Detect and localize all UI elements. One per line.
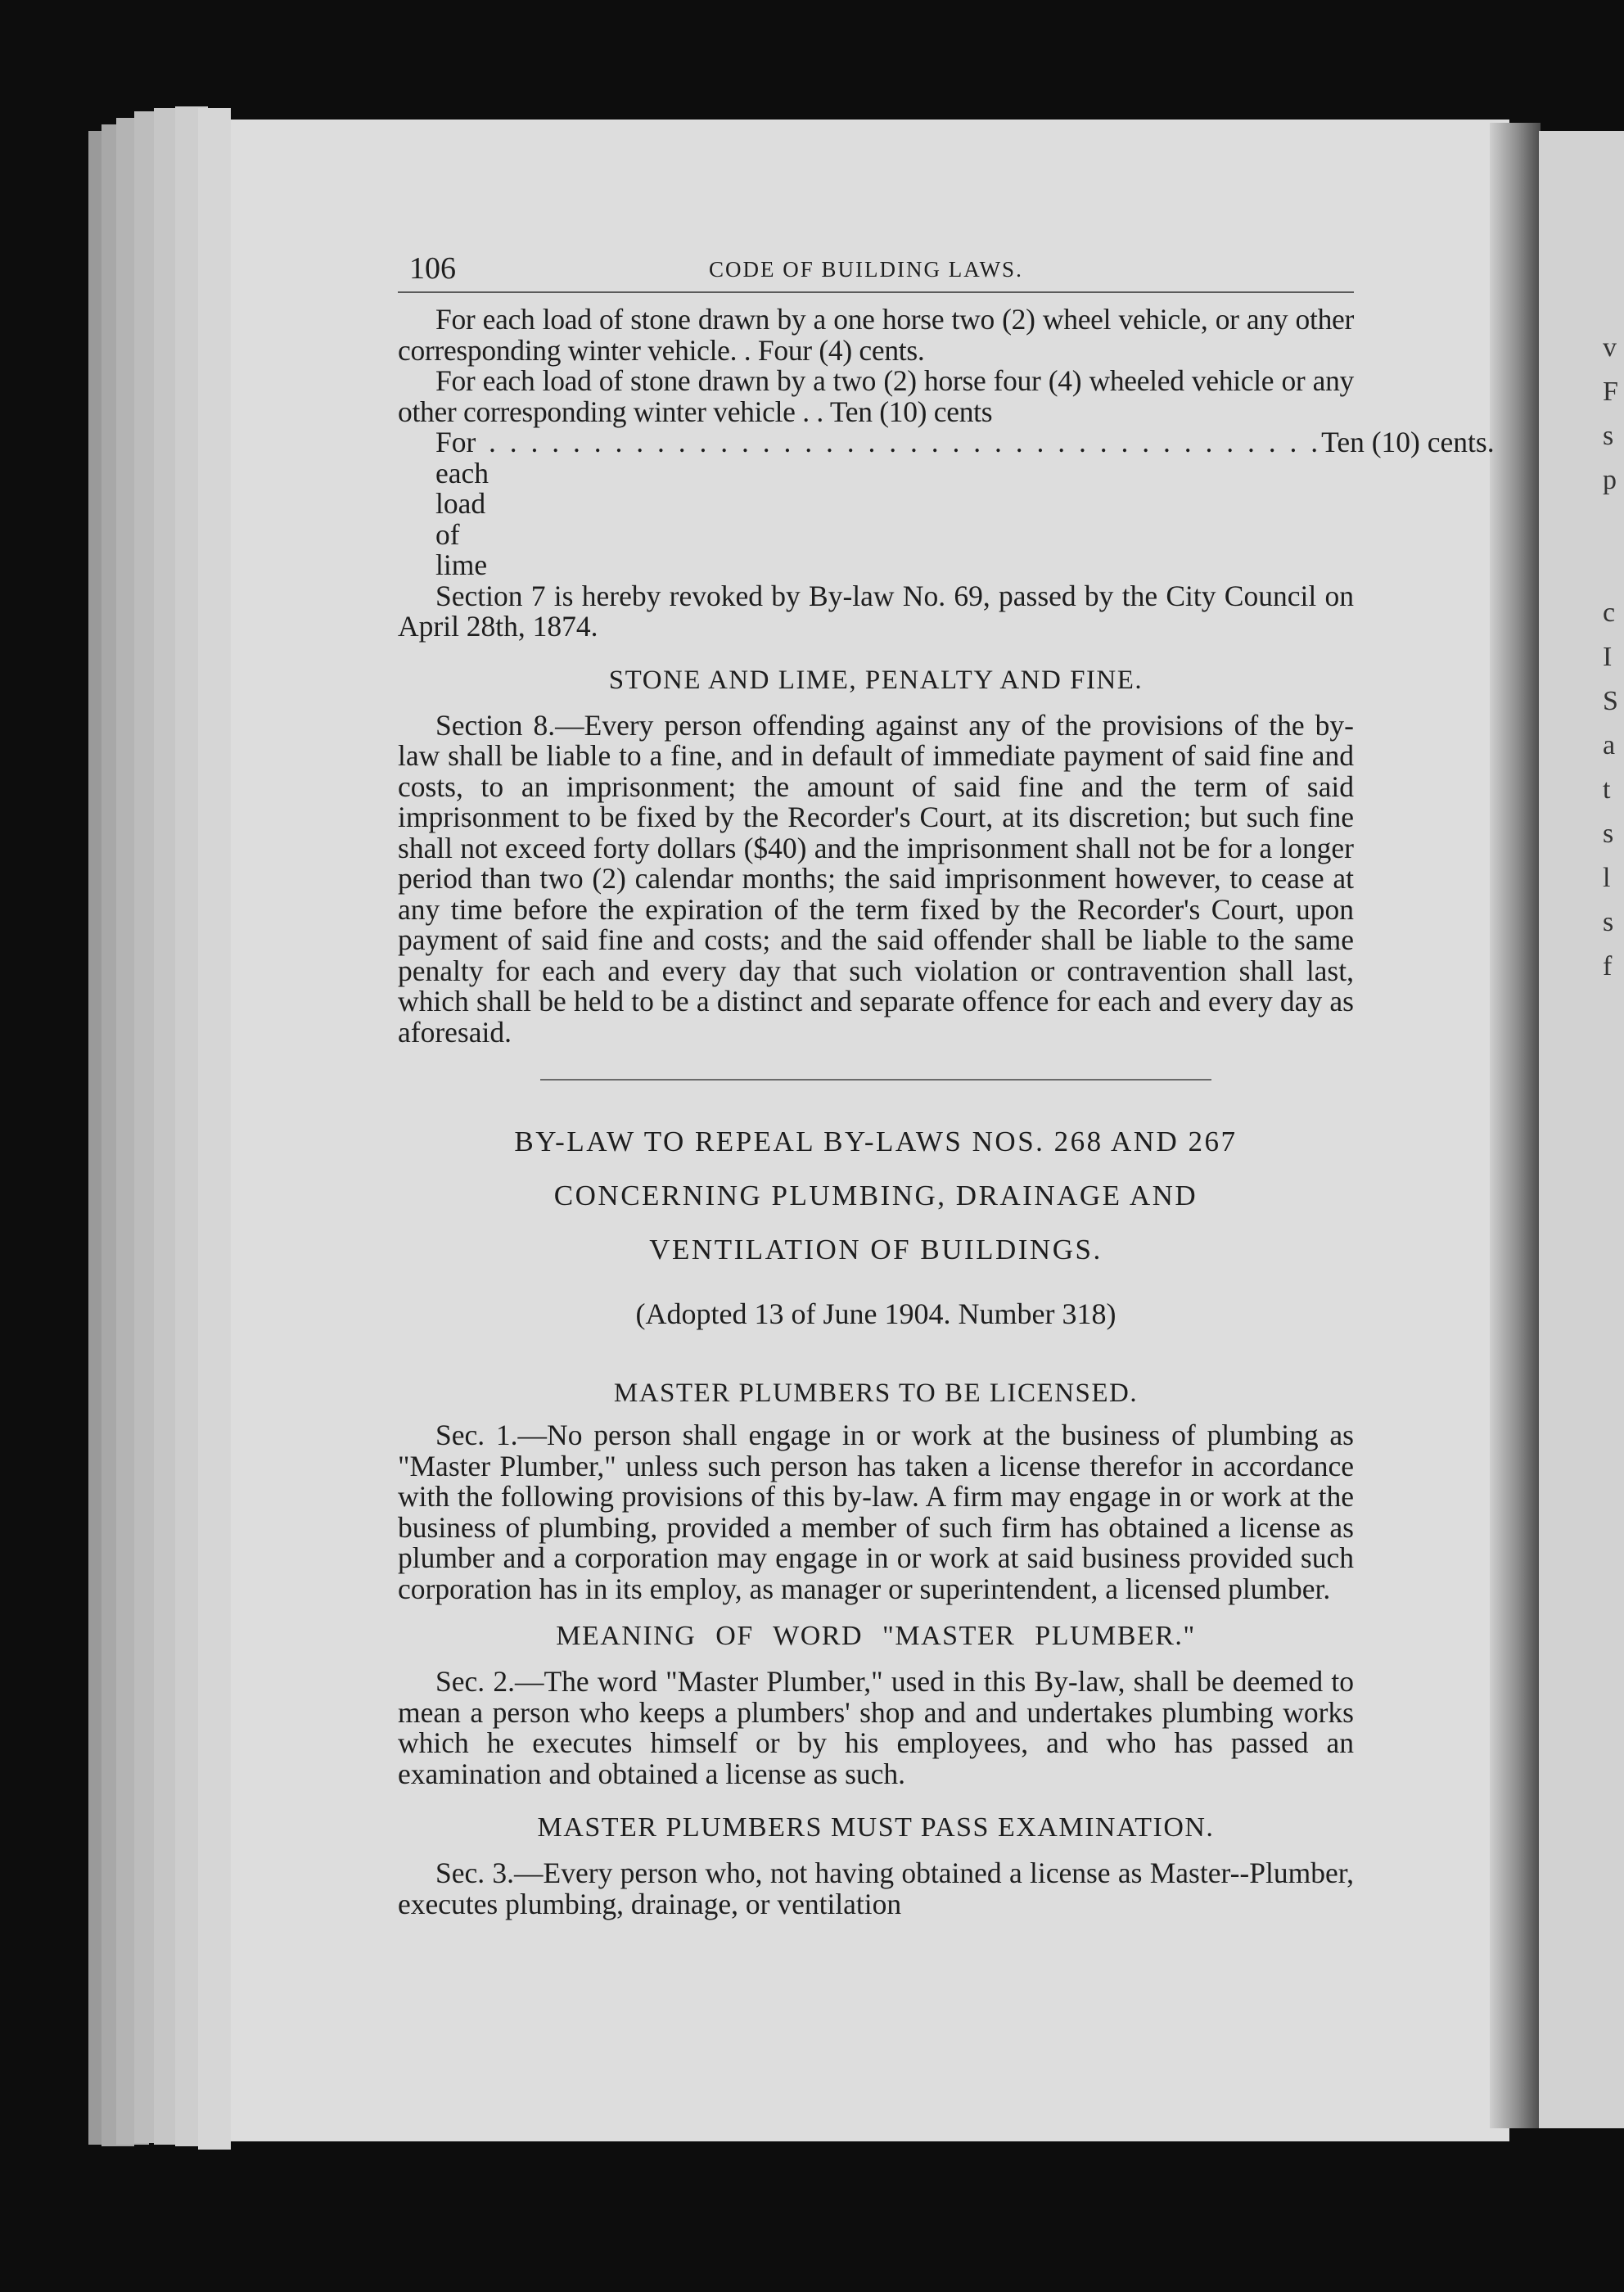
- toll-item-label: For each load of lime: [435, 426, 489, 581]
- paragraph: Section 8.—Every person offending against any of the provisions of the by-law shall be liable to a fine, and in default of immediate payment of said fine and costs, to an imprisonment; the amount of said fine and the term of said imprisonment to be fixed by the Recorder's Court, at its discretion; but such fine shall not exceed forty dollars ($40) and the imprisonment shall not be for a longer period than two (2) calendar months; the said imprisonment however, to cease at any time before the expiration of the term fixed by the Recorder's Court, upon payment of said fine and costs; and the said offender shall be liable to the same penalty for each and every day that such violation or contravention shall last, which shall be held to be a distinct and separate offence for each and every day as aforesaid.: [398, 708, 1354, 1049]
- bylaw-title-line: CONCERNING PLUMBING, DRAINAGE AND: [553, 1180, 1198, 1211]
- facing-page-letter: v: [1603, 332, 1617, 363]
- text-column: [398, 246, 1495, 1920]
- adoption-note: (Adopted 13 of June 1904. Number 318): [635, 1297, 1116, 1330]
- facing-page-letter: I: [1603, 642, 1613, 672]
- facing-page-letter: s: [1603, 907, 1614, 937]
- section-heading: MEANING OF WORD "MASTER PLUMBER.": [556, 1621, 1196, 1651]
- facing-page-letter: F: [1603, 377, 1618, 407]
- toll-item: For each load of stone drawn by a one horse two (2) wheel vehicle, or any other corresponding winter vehicle. . Four (4) cents.: [398, 303, 1354, 367]
- facing-page-letter: [1603, 547, 1624, 591]
- facing-page-letter: t: [1603, 774, 1611, 805]
- toll-item-amount: Ten (10) cents.: [1321, 426, 1495, 458]
- bylaw-title-line: VENTILATION OF BUILDINGS.: [649, 1234, 1103, 1266]
- section-8: [398, 708, 1354, 1049]
- paragraph: Sec. 1.—No person shall engage in or work at the business of plumbing as "Master Plumber," unless such person has taken a license therefor in accordance with the following provisions of this by-law. A firm may engage in or work at the business of plumbing, provided a member of such firm has obtained a license as plumber and a corporation may engage in or work at said business provided such corporation has in its employ, as manager or superintendent, a licensed plumber.: [398, 1419, 1354, 1605]
- divider: [540, 1079, 1211, 1081]
- page-edge: [198, 108, 231, 2150]
- section-heading: MASTER PLUMBERS TO BE LICENSED.: [613, 1378, 1139, 1408]
- bylaw-title: [398, 1115, 1354, 1277]
- toll-item: Section 7 is hereby revoked by By-law No. 69, passed by the City Council on April 28th, 1874.: [398, 579, 1354, 643]
- section-1: [398, 1420, 1354, 1604]
- facing-page-letter: l: [1603, 863, 1611, 893]
- paragraph: Sec. 3.—Every person who, not having obtained a license as Master--Plumber, executes plumbing, drainage, or ventilation: [398, 1857, 1354, 1920]
- facing-page-letter: p: [1603, 465, 1617, 495]
- facing-page-text: [1603, 326, 1624, 989]
- section-3: [398, 1858, 1354, 1920]
- bylaw-title-line: BY-LAW TO REPEAL BY-LAWS NOS. 268 AND 267: [514, 1126, 1238, 1157]
- facing-page-letter: s: [1603, 421, 1614, 451]
- facing-page-letter: c: [1603, 598, 1616, 628]
- bylaw-title-text: [398, 1115, 1354, 1277]
- toll-item: For each load of stone drawn by a two (2) horse four (4) wheeled vehicle or any other corresponding winter vehicle . . Ten (10) cents: [398, 364, 1354, 428]
- section-heading: STONE AND LIME, PENALTY AND FINE.: [608, 665, 1144, 695]
- facing-page-letter: S: [1603, 686, 1618, 716]
- section-heading: MASTER PLUMBERS MUST PASS EXAMINATION.: [537, 1812, 1215, 1843]
- toll-item-lime: [398, 426, 1495, 581]
- book-gutter: [1490, 123, 1541, 2128]
- facing-page-letter: s: [1603, 819, 1614, 849]
- dot-leader: . . . . . . . . . . . . . . . . . . . . . . . . . . . . . . . . . . . . . . . .: [489, 426, 1322, 458]
- toll-list: [398, 303, 1495, 643]
- facing-page-letter: [1603, 503, 1624, 547]
- running-head-title: CODE OF BUILDING LAWS.: [709, 257, 1023, 282]
- section-2: [398, 1667, 1354, 1789]
- facing-page-letter: f: [1603, 951, 1613, 981]
- facing-page-letter: a: [1603, 730, 1616, 760]
- running-head: [398, 246, 1354, 293]
- page-number: 106: [409, 251, 456, 286]
- paragraph: Sec. 2.—The word "Master Plumber," used in this By-law, shall be deemed to mean a person who keeps a plumbers' shop and and undertakes plumbing works which he executes himself or by his employees, and who has passed an examination and obtained a license as such.: [398, 1665, 1354, 1790]
